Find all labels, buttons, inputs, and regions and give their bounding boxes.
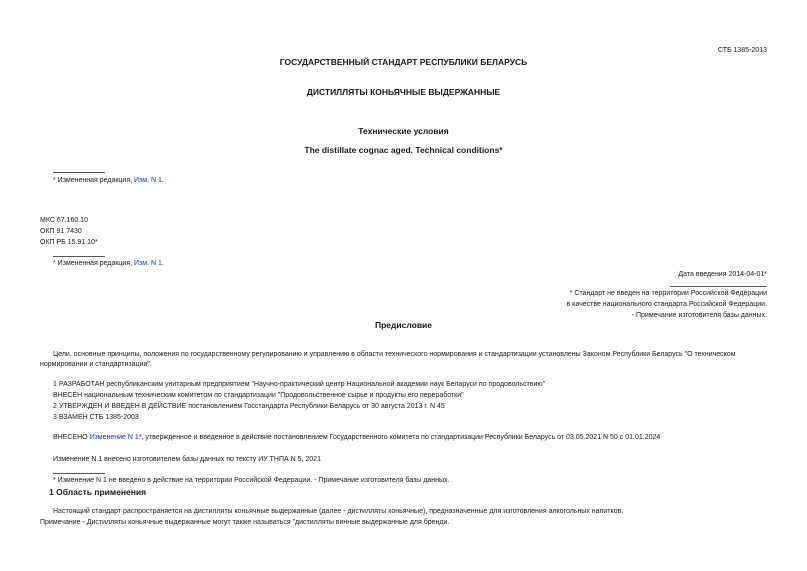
- footnote-classifier-edition: * Измененная редакция, Изм. N 1.: [53, 260, 164, 267]
- amendment-link[interactable]: Изменение N 1: [89, 434, 139, 441]
- foreword-paragraph-line-1: Цели, основные принципы, положения по государственному регулированию и управлению в области технического нормирования и стандартизации установлены Законом Республики Беларусь "О техническом: [53, 351, 736, 358]
- document-code: СТБ 1385-2013: [717, 47, 767, 54]
- introduction-date: Дата введения 2014-04-01*: [678, 271, 767, 278]
- footnote-rule: [53, 172, 105, 173]
- document-title: ДИСТИЛЛЯТЫ КОНЬЯЧНЫЕ ВЫДЕРЖАННЫЕ: [306, 87, 501, 97]
- amendment-link[interactable]: Изм. N 1: [134, 177, 162, 184]
- footnote-rule: [53, 256, 105, 257]
- amendment-source: Изменение N 1 внесено изготовителем базы данных по тексту ИУ ТНПА N 5, 2021: [53, 456, 321, 463]
- amendment-line: ВНЕСЕНО Изменение N 1*, утвержденное и введенное в действие постановлением Государственного комитета по стандартизации Республики Беларусь от 03.05.2021 N 50 с 01.01.2024: [53, 434, 661, 441]
- amendment-link[interactable]: Изм. N 1: [134, 260, 162, 267]
- classifier-okp: ОКП 91 7430: [40, 228, 82, 235]
- classifier-okp-rb: ОКП РБ 15.91.10*: [40, 239, 98, 246]
- foreword-paragraph-line-2: нормировании и стандартизации".: [40, 361, 152, 368]
- section-1-note: Примечание - Дистилляты коньячные выдержанные могут также называться "дистилляты винные выдержанные для бренди.: [40, 519, 450, 526]
- intro-note-line-1: * Стандарт не введен на территории Российской Федерации: [569, 290, 767, 297]
- state-standard-heading: ГОСУДАРСТВЕННЫЙ СТАНДАРТ РЕСПУБЛИКИ БЕЛАРУСЬ: [279, 57, 528, 67]
- amendment-footnote: * Изменение N 1 не введено в действие на территории Российской Федерации. - Примечание изготовителя базы данных.: [53, 477, 450, 484]
- section-1-heading: 1 Область применения: [49, 487, 147, 497]
- document-subtitle: Технические условия: [358, 126, 449, 136]
- footnote-rule: [670, 286, 767, 287]
- footnote-text: * Измененная редакция,: [53, 177, 135, 184]
- section-1-paragraph: Настоящий стандарт распространяется на дистилляты коньячные выдержанные (далее - дистилляты коньячные), предназначенные для изготовления алкогольных напитков.: [53, 508, 624, 515]
- footnote-rule: [53, 473, 105, 474]
- foreword-item-submitted: ВНЕСЕН национальным техническим комитетом по стандартизации "Продовольственное сырье и продукты его переработки": [53, 392, 464, 399]
- intro-note-line-3: - Примечание изготовителя базы данных.: [631, 312, 767, 319]
- foreword-heading: Предисловие: [374, 320, 433, 330]
- foreword-item-developed: 1 РАЗРАБОТАН республиканским унитарным предприятием "Научно-практический центр Национальной академии наук Беларуси по продовольствию": [53, 381, 546, 388]
- footnote-text: * Измененная редакция,: [53, 260, 135, 267]
- foreword-item-replaces: 3 ВЗАМЕН СТБ 1385-2003: [53, 414, 139, 421]
- english-title: The distillate cognac aged. Technical conditions*: [304, 145, 503, 155]
- classifier-mks: МКС 67.160.10: [40, 217, 88, 224]
- foreword-item-approved: 2 УТВЕРЖДЕН И ВВЕДЕН В ДЕЙСТВИЕ постановлением Госстандарта Республики Беларусь от 30 августа 2013 г. N 45: [53, 403, 445, 410]
- footnote-title-edition: * Измененная редакция, Изм. N 1.: [53, 177, 164, 184]
- intro-note-line-2: в качестве национального стандарта Российской Федерации.: [566, 301, 767, 308]
